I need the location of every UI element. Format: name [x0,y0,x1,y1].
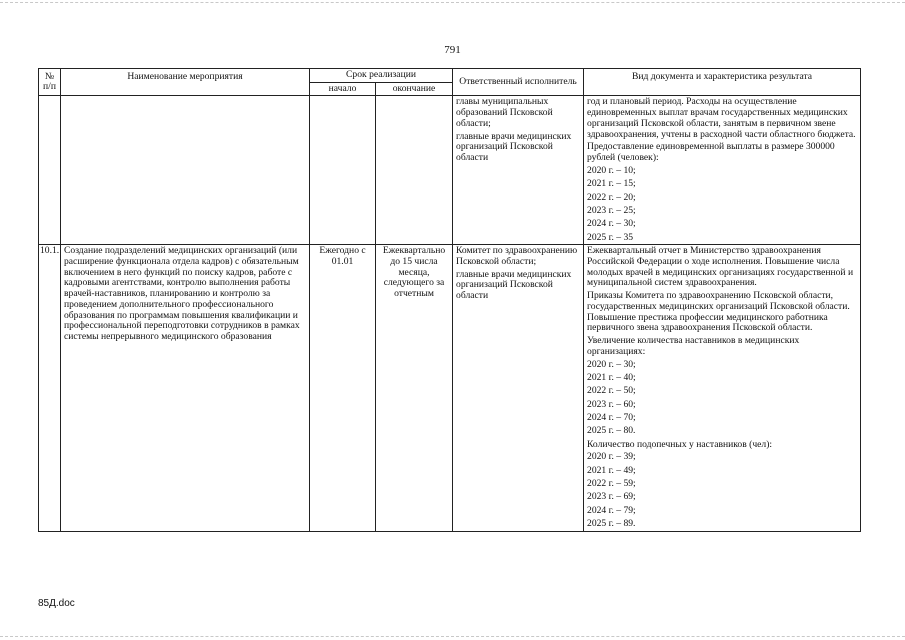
result-paragraph: Предоставление единовременной выплаты в размере 300000 рублей (человек): [587,141,835,164]
result-paragraph: Приказы Комитета по здравоохранению Псковской области, государственных медицинских организаций Псковской области. Повышение престижа профессии медицинского работника первичного звена здравоохранения Псковской области. [587,290,850,334]
row-responsible [453,96,584,245]
row-num: 10.1. [39,245,61,531]
result-year-line: 2021 г. – 15; [587,178,636,190]
result-year-line: 2025 г. – 89. [587,517,636,529]
row-end [376,96,453,245]
result-year-line: 2022 г. – 20; [587,191,636,203]
row-end: Ежеквартально до 15 числа месяца, следующего за отчетным [376,245,453,531]
row-start: Ежегодно с 01.01 [310,245,376,531]
result-year-line: 2023 г. – 60; [587,398,636,410]
row-responsible [453,245,584,531]
table-row [39,96,861,245]
row-name: Создание подразделений медицинских организаций (или расширение функционала отдела кадров) с обязательным включением в него функций по поиску кадров, работе с кадровыми агентствами, контролю выполнения работы врачей-наставников, планированию и контролю за проведением дополнительного профессионального образования по программам повышения квалификации и профессиональной переподготовки сотрудников в рамках системы непрерывного медицинского образования [61,245,310,531]
row-num [39,96,61,245]
bottom-edge-line [0,636,905,637]
result-year-line: 2025 г. – 35 [587,231,634,243]
header-result: Вид документа и характеристика результата [584,69,861,96]
result-year-line: 2024 г. – 30; [587,218,636,230]
result-year-line: 2022 г. – 59; [587,477,636,489]
table-row [39,245,861,531]
result-year-line: 2021 г. – 49; [587,464,636,476]
file-name-footer: 85Д.doc [38,598,75,609]
result-year-line: 2025 г. – 80. [587,425,636,437]
row-result [584,245,861,531]
top-edge-line [0,2,905,3]
result-year-line: 2023 г. – 25; [587,204,636,216]
result-paragraph: Ежеквартальный отчет в Министерство здравоохранения Российской Федерации о ходе исполнения. Повышение числа молодых врачей в медицинских организациях государственной и муниципальной систем здравоохранения. [587,245,854,289]
header-start: начало [310,82,376,96]
result-year-line: 2024 г. – 70; [587,411,636,423]
result-paragraph: Увеличение количества наставников в медицинских организациях: [587,335,800,357]
result-year-line: 2021 г. – 40; [587,371,636,383]
header-period: Срок реализации [310,69,453,83]
row-start [310,96,376,245]
page-number: 791 [444,44,461,56]
result-year-line: 2020 г. – 30; [587,358,636,370]
result-year-line: 2023 г. – 69; [587,491,636,503]
header-num: № п/п [39,69,61,96]
responsible-line: главные врачи медицинских организаций Псковской области [456,130,572,164]
result-year-line: 2020 г. – 39; [587,451,636,463]
header-name: Наименование мероприятия [61,69,310,96]
row-result [584,96,861,245]
responsible-line: Комитет по здравоохранению Псковской области; [456,245,578,267]
header-responsible: Ответственный исполнитель [453,69,584,96]
header-end: окончание [376,82,453,96]
result-year-line: 2022 г. – 50; [587,385,636,397]
row-name [61,96,310,245]
result-year-line: 2024 г. – 79; [587,504,636,516]
header-row [39,69,861,83]
result-year-line: 2020 г. – 10; [587,164,636,176]
result-paragraph: год и плановый период. Расходы на осуществление единовременных выплат врачам государственных медицинских организаций Псковской области, занятым в первичном звене здравоохранения, учтены в расходной части областного бюджета. [587,96,856,140]
responsible-line: главы муниципальных образований Псковской области; [456,96,553,129]
measures-table [38,68,861,532]
result-paragraph: Количество подопечных у наставников (чел): [587,438,773,450]
responsible-line: главные врачи медицинских организаций Псковской области [456,268,572,302]
